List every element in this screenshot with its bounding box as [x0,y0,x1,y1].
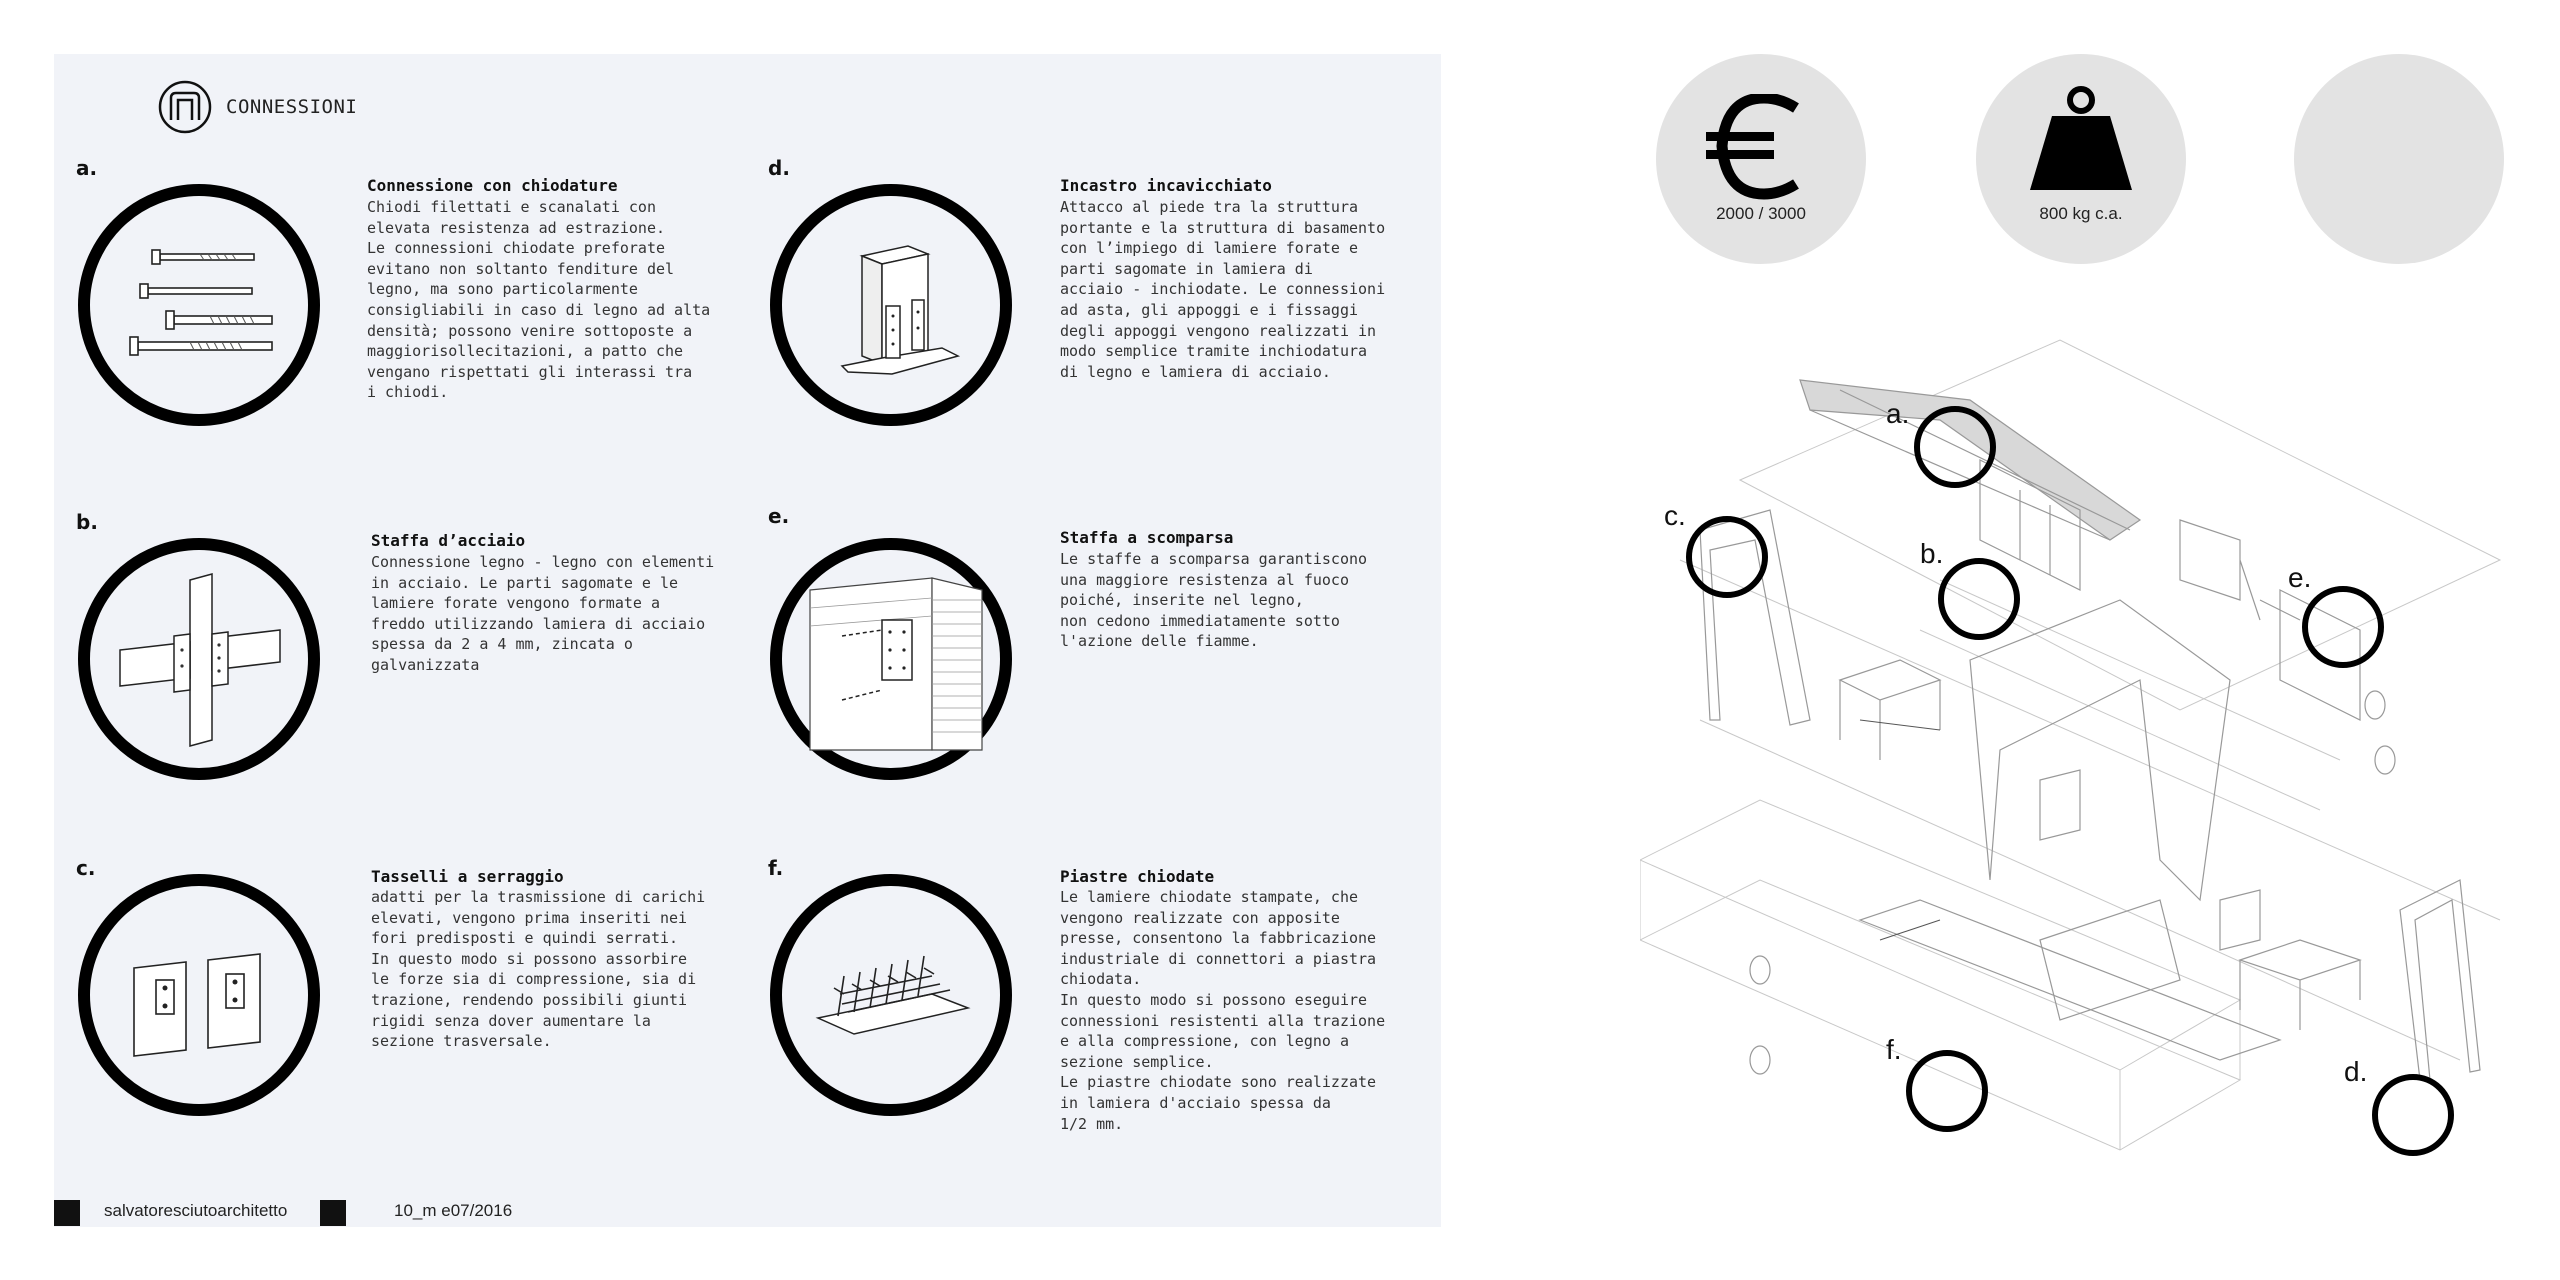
item-d-title: Incastro incavicchiato [1060,176,1272,195]
callout-f-ring [1906,1050,1988,1132]
euro-icon [1704,94,1814,200]
connections-logo-icon [158,80,212,134]
item-c-title: Tasselli a serraggio [371,867,564,886]
item-d-description: Attacco al piede tra la struttura portante e la struttura di basamento con l’impiego di lamiere forate e parti sagomate in lamiera di acciaio - inchiodate. Le connessioni ad asta, gli appoggi e i fissaggi degli appoggi vengono realizzati in modo semplice tramite inchiodatura di legno e lamiera di acciaio. [1060,198,1386,381]
item-f-letter: f. [768,856,784,880]
callout-d-ring [2372,1074,2454,1156]
footer-author: salvatoresciutoarchitetto [104,1201,288,1220]
item-d-letter: d. [768,156,790,180]
item-f-title: Piastre chiodate [1060,867,1215,886]
item-c-description: adatti per la trasmissione di carichi elevati, vengono prima inseriti nei fori predisposti e quindi serrati. In questo modo si possono assorbire le forze sia di compressione, sia di trazione, rendendo possibili giunti rigidi senza dover aumentare la sezione trasversale. [371,888,706,1051]
clamping-dowels-icon [78,874,320,1116]
empty-badge [2294,54,2504,264]
callout-c-ring [1686,516,1768,598]
item-e-letter: e. [768,504,790,528]
callout-a-ring [1914,406,1996,488]
item-b-description: Connessione legno - legno con elementi in acciaio. Le parti sagomate e le lamiere forate vengono formate a freddo utilizzando lamiera di acciaio spessa da 2 a 4 mm, zincata o galvanizzata [371,553,715,674]
item-e-title: Staffa a scomparsa [1060,528,1234,547]
item-a-description: Chiodi filettati e scanalati con elevata resistenza ad estrazione. Le connessioni chiodate preforate evitano non soltanto fenditure del legno, ma sono particolarmente consigliabili in caso di legno ad alta densità; possono venire sottoposte a maggiorisollecitazioni, a patto che vengano rispettati gli interassi tra i chiodi. [367,198,711,402]
callout-a-letter: a. [1886,398,1910,429]
callout-b-letter: b. [1920,538,1944,569]
callout-e-letter: e. [2288,562,2312,593]
item-a-title: Connessione con chiodature [367,176,618,195]
steel-bracket-icon [78,538,320,780]
page-title: CONNESSIONI [226,96,358,118]
item-c-letter: c. [76,856,96,880]
footer-square-1 [54,1200,80,1226]
footer-code: 10_m e07/2016 [394,1201,513,1220]
callout-b-ring [1938,558,2020,640]
cost-label: 2000 / 3000 [1716,204,1806,223]
callout-c-letter: c. [1664,500,1686,531]
item-b-title: Staffa d’acciaio [371,531,526,550]
weight-label: 800 kg c.a. [2039,204,2123,223]
concealed-bracket-icon [770,538,1012,780]
footer-square-2 [320,1200,346,1226]
callout-f-letter: f. [1886,1034,1902,1065]
nails-icon [78,184,320,426]
item-b-letter: b. [76,510,98,534]
item-e-description: Le staffe a scomparsa garantiscono una maggiore resistenza al fuoco poiché, inserite nel legno, non cedono immediatamente sotto l'azione delle fiamme. [1060,550,1368,651]
weight-icon [2028,84,2134,194]
post-base-icon [770,184,1012,426]
callout-e-ring [2302,586,2384,668]
callout-d-letter: d. [2344,1056,2368,1087]
item-a-letter: a. [76,156,98,180]
nail-plate-icon [770,874,1012,1116]
cost-badge [1656,54,1866,264]
item-f-description: Le lamiere chiodate stampate, che vengono realizzate con apposite presse, consentono la fabbricazione industriale di connettori a piastra chiodata. In questo modo si possono eseguire connessioni resistenti alla trazione e alla compressione, con legno a sezione semplice. Le piastre chiodate sono realizzate in lamiera d'acciaio spessa da 1/2 mm. [1060,888,1386,1133]
weight-badge [1976,54,2186,264]
